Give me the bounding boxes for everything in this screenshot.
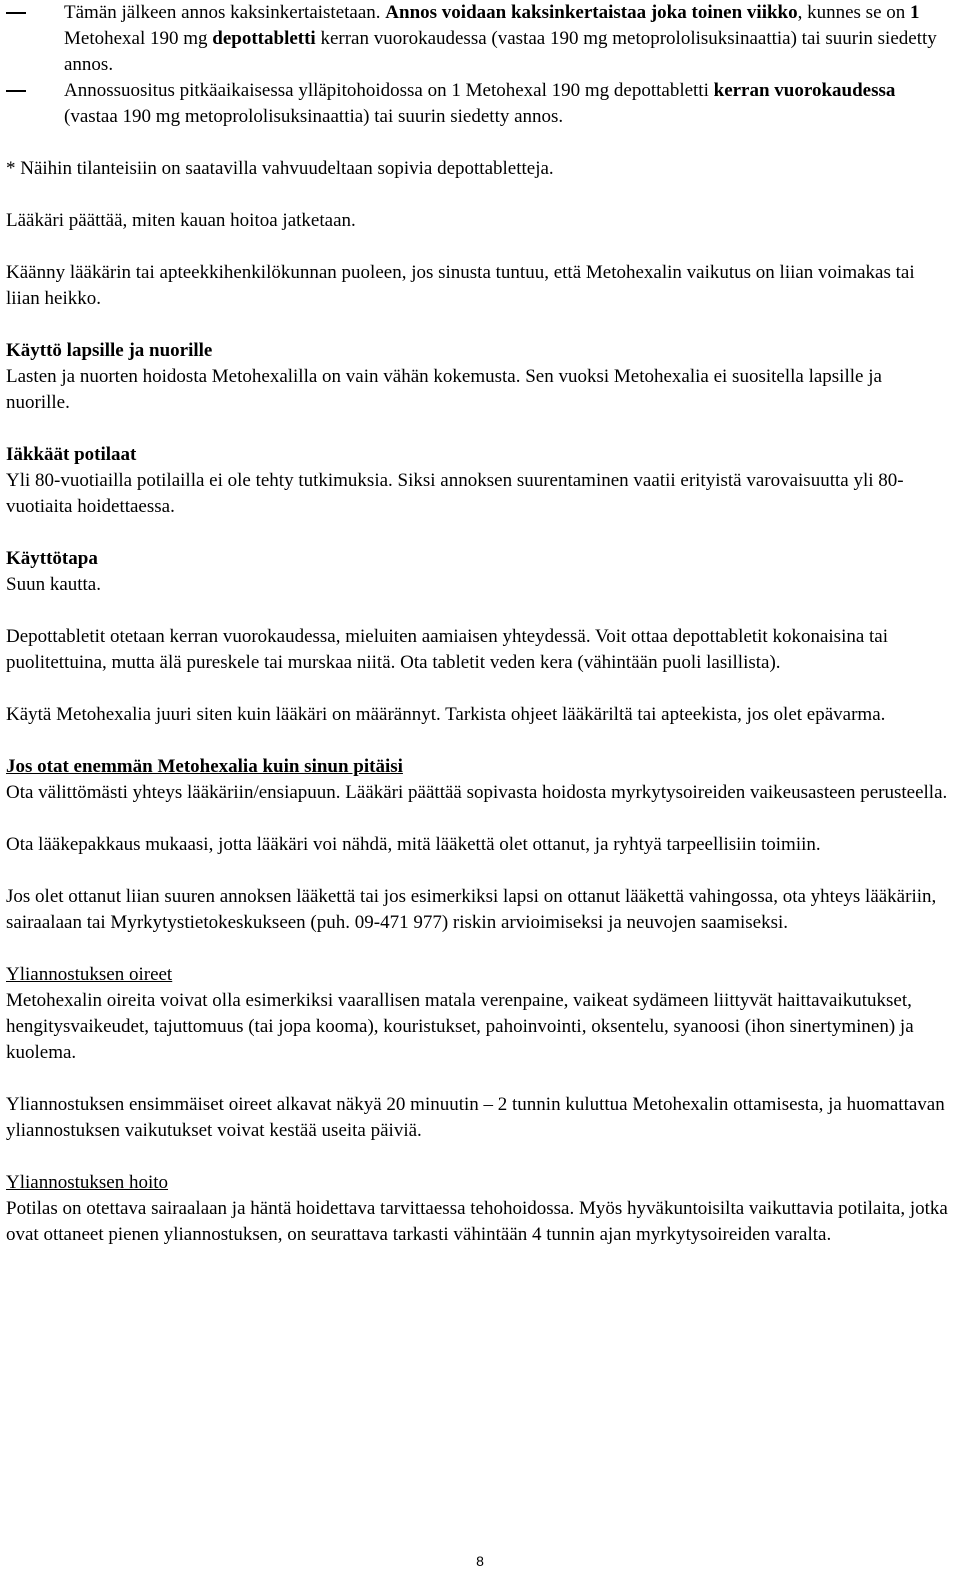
- bullet-text: Tämän jälkeen annos kaksinkertaistetaan. Annos voidaan kaksinkertaistaa joka toinen viikko, kunnes se on 1 Metohexal 190 mg depottabletti kerran vuorokaudessa (vastaa 190 mg metoprololisuksinaattia) tai suurin siedetty annos.: [64, 2, 937, 75]
- treatment-section: [6, 1170, 950, 1248]
- dash-bullet-icon: [6, 12, 26, 14]
- elderly-section: [6, 442, 950, 520]
- symptoms-section: [6, 962, 950, 1144]
- bullet-text: Annossuositus pitkäaikaisessa ylläpitohoidossa on 1 Metohexal 190 mg depottabletti kerran vuorokaudessa (vastaa 190 mg metoprololisuksinaattia) tai suurin siedetty annos.: [64, 80, 896, 127]
- treatment-paragraph: Potilas on otettava sairaalaan ja häntä hoidettava tarvittaessa tehohoidossa. Myös hyväkuntoisilta vaikuttavia potilaita, jotka ovat ottaneet pienen yliannostuksen, on seurattava tarkasti vähintään 4 tunnin ajan myrkytysoireiden varalta.: [6, 1198, 948, 1245]
- children-text: Lasten ja nuorten hoidosta Metohexalilla on vain vähän kokemusta. Sen vuoksi Metohexalia ei suositella lapsille ja nuorille.: [6, 366, 882, 413]
- usage-paragraph: Käytä Metohexalia juuri siten kuin lääkäri on määrännyt. Tarkista ohjeet lääkäriltä tai apteekista, jos olet epävarma.: [6, 704, 886, 725]
- symptoms-paragraph: Metohexalin oireita voivat olla esimerkiksi vaarallisen matala verenpaine, vaikeat sydämeen liittyvät haittavaikutukset, hengitysvaikeudet, tajuttomuus (tai jopa kooma), kouristukset, pahoinvointi, oksentelu, syanoosi (ihon sinertyminen) ja kuolema.: [6, 990, 914, 1063]
- bullet-item: [6, 0, 950, 78]
- children-heading: Käyttö lapsille ja nuorille: [6, 340, 213, 361]
- bullet-item: [6, 78, 950, 130]
- symptoms-paragraph: Yliannostuksen ensimmäiset oireet alkavat näkyä 20 minuutin – 2 tunnin kuluttua Metohexalin ottamisesta, ja huomattavan yliannostuksen vaikutukset voivat kestää useita päiviä.: [6, 1094, 945, 1141]
- usage-route: Suun kautta.: [6, 574, 101, 595]
- overdose-heading: Jos otat enemmän Metohexalia kuin sinun pitäisi: [6, 756, 403, 777]
- elderly-text: Yli 80-vuotiailla potilailla ei ole tehty tutkimuksia. Siksi annoksen suurentaminen vaatii erityistä varovaisuutta yli 80-vuotiaita hoidettaessa.: [6, 470, 904, 517]
- overdose-paragraph: Ota lääkepakkaus mukaasi, jotta lääkäri voi nähdä, mitä lääkettä olet ottanut, ja ryhtyä tarpeellisiin toimiin.: [6, 834, 821, 855]
- overdose-section: [6, 754, 950, 936]
- dash-bullet-icon: [6, 90, 26, 92]
- footnote-star: * Näihin tilanteisiin on saatavilla vahvuudeltaan sopivia depottabletteja.: [6, 158, 554, 179]
- children-section: [6, 338, 950, 416]
- symptoms-heading: Yliannostuksen oireet: [6, 964, 173, 985]
- dosage-bullet-list: [6, 0, 950, 130]
- doctor-decides-text: Lääkäri päättää, miten kauan hoitoa jatketaan.: [6, 210, 356, 231]
- overdose-paragraph: Jos olet ottanut liian suuren annoksen lääkettä tai jos esimerkiksi lapsi on ottanut lääkettä vahingossa, ota yhteys lääkäriin, sairaalaan tai Myrkytystietokeskukseen (puh. 09-471 977) riskin arvioimiseksi ja neuvojen saamiseksi.: [6, 886, 937, 933]
- contact-text: Käänny lääkärin tai apteekkihenkilökunnan puoleen, jos sinusta tuntuu, että Metohexalin vaikutus on liian voimakas tai liian heikko.: [6, 262, 915, 309]
- overdose-paragraph: Ota välittömästi yhteys lääkäriin/ensiapuun. Lääkäri päättää sopivasta hoidosta myrkytysoireiden vaikeusasteen perusteella.: [6, 782, 948, 803]
- usage-heading: Käyttötapa: [6, 548, 98, 569]
- usage-section: [6, 546, 950, 728]
- treatment-heading: Yliannostuksen hoito: [6, 1172, 169, 1193]
- page-number: 8: [476, 1553, 484, 1569]
- elderly-heading: Iäkkäät potilaat: [6, 444, 137, 465]
- usage-paragraph: Depottabletit otetaan kerran vuorokaudessa, mieluiten aamiaisen yhteydessä. Voit ottaa depottabletit kokonaisina tai puolitettuina, mutta älä pureskele tai murskaa niitä. Ota tabletit veden kera (vähintään puoli lasillista).: [6, 626, 889, 673]
